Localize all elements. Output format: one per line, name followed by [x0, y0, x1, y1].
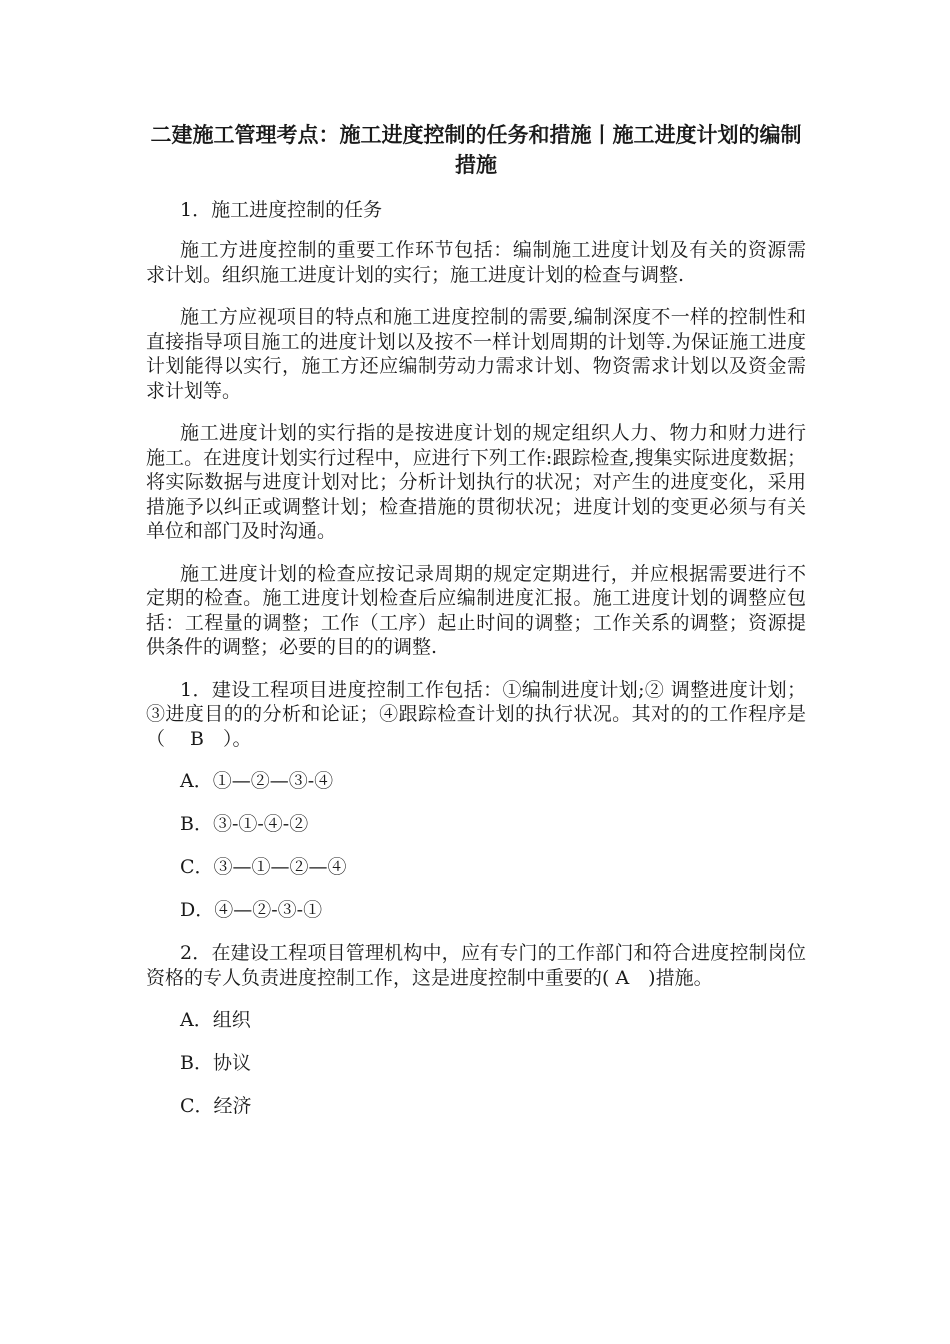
question-1-option-d: D．④—②-③-①	[180, 899, 323, 921]
question-1-stem: 1．建设工程项目进度控制工作包括：①编制进度计划;② 调整进度计划；③进度目的的分析和论证；④跟踪检查计划的执行状况。其对的的工作程序是（ B ）。	[146, 678, 806, 750]
question-1	[146, 678, 806, 923]
section-heading: 1．施工进度控制的任务	[180, 199, 383, 221]
question-2	[146, 941, 806, 1118]
question-1-option-b: B．③-①-④-②	[180, 813, 309, 835]
paragraph-4: 施工进度计划的检查应按记录周期的规定定期进行，并应根据需要进行不定期的检查。施工进度计划检查后应编制进度汇报。施工进度计划的调整应包括：工程量的调整；工作（工序）起止时间的调整；工作关系的调整；资源提供条件的调整；必要的目的的调整.	[146, 562, 806, 658]
document-page	[146, 120, 806, 1137]
question-1-option-c: C．③—①—②—④	[180, 856, 347, 878]
question-2-stem: 2．在建设工程项目管理机构中，应有专门的工作部门和符合进度控制岗位资格的专人负责进度控制工作，这是进度控制中重要的( A )措施。	[146, 942, 806, 989]
document-title: 二建施工管理考点：施工进度控制的任务和措施丨施工进度计划的编制措施	[150, 123, 802, 177]
paragraph-2: 施工方应视项目的特点和施工进度控制的需要,编制深度不一样的控制性和直接指导项目施工的进度计划以及按不一样计划周期的计划等.为保证施工进度计划能得以实行，施工方还应编制劳动力需求计划、物资需求计划以及资金需求计划等。	[146, 306, 806, 402]
question-2-option-a: A．组织	[180, 1009, 251, 1031]
question-2-option-b: B．协议	[180, 1052, 251, 1074]
paragraph-3: 施工进度计划的实行指的是按进度计划的规定组织人力、物力和财力进行施工。在进度计划实行过程中，应进行下列工作:跟踪检查,搜集实际进度数据；将实际数据与进度计划对比；分析计划执行的状况；对产生的进度变化，采用措施予以纠正或调整计划；检查措施的贯彻状况；进度计划的变更必须与有关单位和部门及时沟通。	[146, 422, 806, 542]
question-2-option-c: C．经济	[180, 1095, 252, 1117]
paragraph-1: 施工方进度控制的重要工作环节包括：编制施工进度计划及有关的资源需求计划。组织施工进度计划的实行；施工进度计划的检查与调整.	[146, 239, 806, 286]
question-1-option-a: A．①—②—③-④	[180, 770, 334, 792]
